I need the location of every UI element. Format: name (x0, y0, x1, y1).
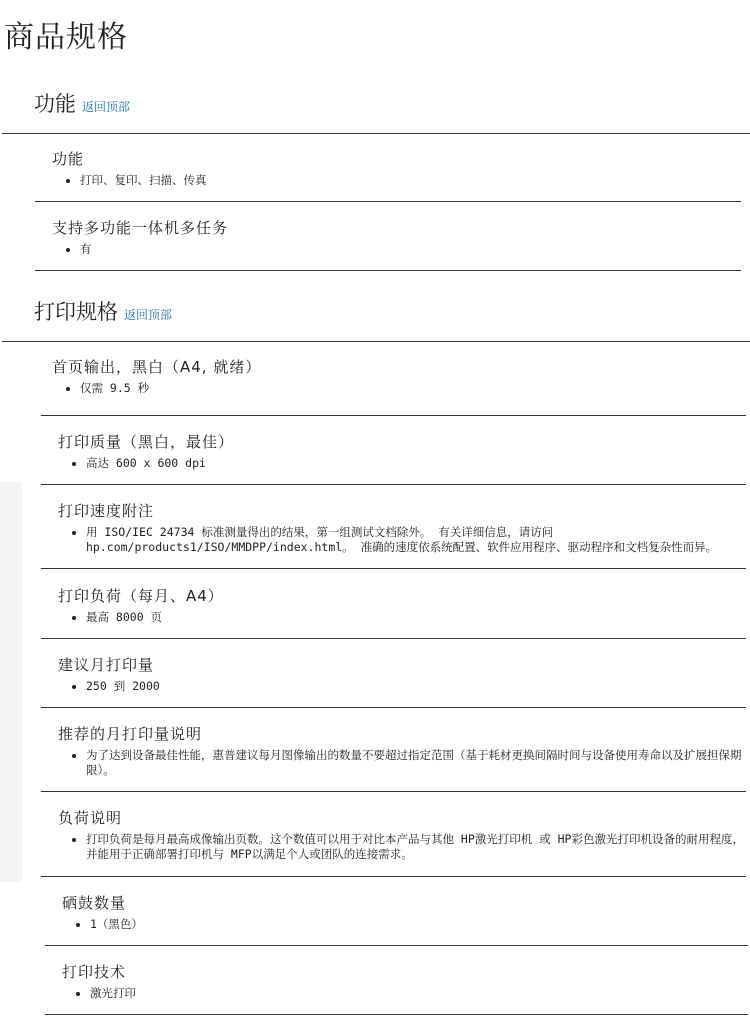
spec-item (58, 585, 742, 625)
item-divider (41, 707, 746, 708)
spec-value: • 250 到 2000 (86, 679, 742, 694)
item-divider (35, 270, 741, 271)
item-divider (41, 791, 746, 792)
back-to-top-link[interactable]: 返回顶部 (124, 308, 173, 322)
back-to-top-link[interactable]: 返回顶部 (82, 100, 131, 114)
item-divider (41, 638, 746, 639)
item-divider (45, 945, 748, 946)
spec-title: 打印质量（黑白，最佳） (58, 433, 235, 451)
item-divider (41, 415, 746, 416)
item-divider (41, 876, 746, 877)
spec-item (62, 892, 742, 932)
spec-item (58, 431, 742, 471)
spec-item (52, 356, 742, 396)
spec-title: 打印速度附注 (58, 502, 155, 520)
section-title: 功能 (34, 92, 76, 116)
spec-value: • 为了达到设备最佳性能，惠普建议每月图像输出的数量不要超过指定范围（基于耗材更换间隔时间与设备使用寿命以及扩展担保期限）。 (86, 748, 742, 778)
spec-item (52, 217, 742, 257)
spec-value: • 高达 600 x 600 dpi (86, 456, 742, 471)
spec-title: 打印负荷（每月、A4） (58, 587, 224, 605)
section-divider (2, 341, 750, 342)
spec-title: 打印技术 (62, 963, 127, 981)
spec-title: 首页输出，黑白（A4, 就绪） (52, 358, 262, 376)
item-divider (41, 568, 746, 569)
side-shade (0, 482, 22, 882)
spec-item (58, 723, 742, 778)
spec-item (58, 807, 748, 862)
spec-item (62, 961, 742, 1001)
spec-title: 建议月打印量 (58, 656, 155, 674)
section-title: 打印规格 (34, 300, 118, 324)
item-divider (45, 1014, 748, 1015)
spec-value: • 打印、复印、扫描、传真 (80, 173, 742, 188)
spec-title: 硒鼓数量 (62, 894, 127, 912)
spec-value: • 用 ISO/IEC 24734 标准测量得出的结果，第一组测试文档除外。 有关详细信息，请访问 hp.com/products1/ISO/MMDPP/index.html。 准确的速度依系统配置、软件应用程序、驱动程序和文档复杂性而异。 (86, 525, 742, 555)
spec-title: 推荐的月打印量说明 (58, 725, 203, 743)
spec-item (58, 500, 742, 555)
spec-value: • 有 (80, 242, 742, 257)
item-divider (41, 484, 746, 485)
section-divider (2, 133, 750, 134)
page-title: 商品规格 (4, 20, 128, 55)
spec-value: • 仅需 9.5 秒 (80, 381, 742, 396)
spec-value: • 最高 8000 页 (86, 610, 742, 625)
section-heading-functions (34, 88, 130, 118)
section-heading-print-specs (34, 296, 172, 326)
spec-title: 支持多功能一体机多任务 (52, 219, 229, 237)
spec-item (58, 654, 742, 694)
item-divider (35, 201, 741, 202)
spec-item (52, 148, 742, 188)
spec-value: • 激光打印 (90, 986, 742, 1001)
spec-title: 功能 (52, 150, 85, 168)
spec-title: 负荷说明 (58, 809, 123, 827)
spec-value: • 打印负荷是每月最高成像输出页数。这个数值可以用于对比本产品与其他 HP激光打印机 或 HP彩色激光打印机设备的耐用程度，并能用于正确部署打印机与 MFP以满足个人或团队的连接需求。 (86, 832, 748, 862)
spec-value: • 1（黑色） (90, 917, 742, 932)
